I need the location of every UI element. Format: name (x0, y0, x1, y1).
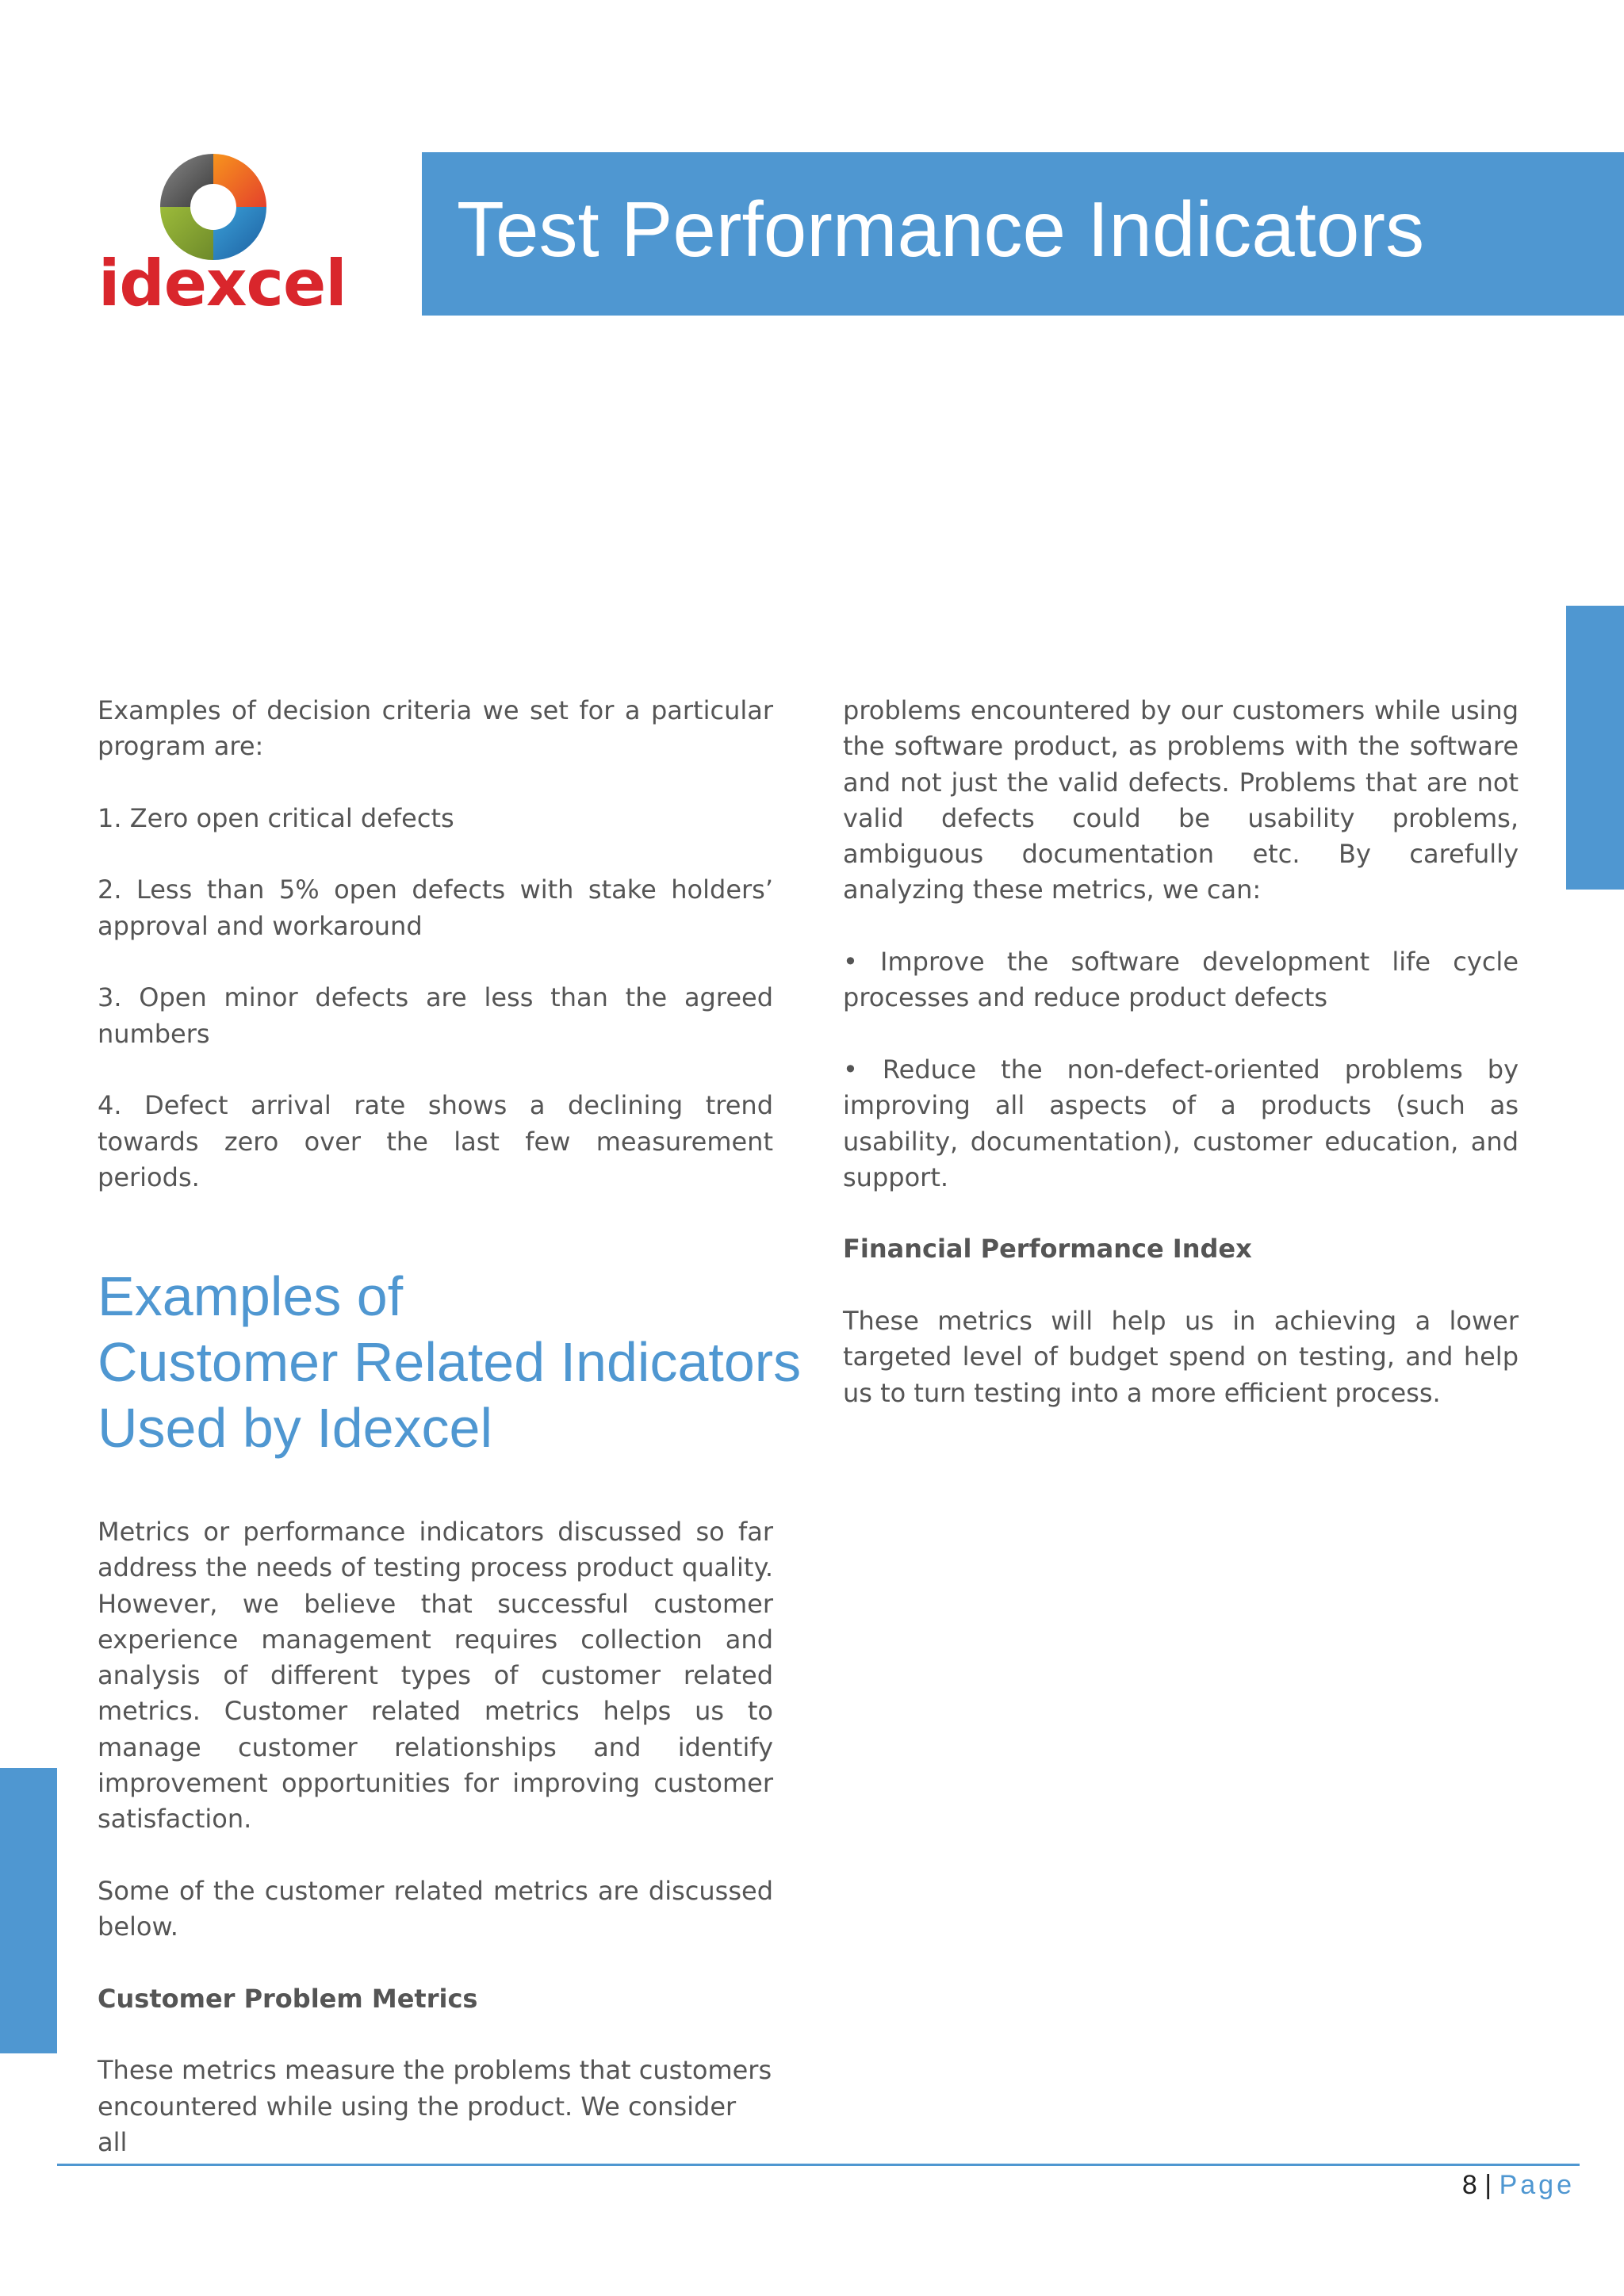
footer-rule (57, 2164, 1580, 2166)
intro-paragraph: Examples of decision criteria we set for a particular program are: (98, 695, 773, 762)
left-column-lower (98, 1514, 773, 2160)
section-heading (98, 1264, 811, 1461)
left-column (98, 693, 773, 1196)
section-heading-line: Examples of (98, 1265, 404, 1327)
page-label: Page (1499, 2170, 1575, 2200)
criteria-item: 3. Open minor defects are less than the agreed numbers (98, 982, 773, 1049)
subheading: Customer Problem Metrics (98, 1983, 478, 2014)
decorative-side-bar-right (1566, 606, 1624, 890)
section-heading-line: Used by Idexcel (98, 1397, 493, 1459)
subheading: Financial Performance Index (843, 1234, 1252, 1265)
criteria-item: 4. Defect arrival rate shows a declining trend towards zero over the last few measurement periods. (98, 1090, 773, 1192)
decorative-side-bar-left (0, 1768, 57, 2053)
logo-text: idexcel (98, 247, 347, 320)
body-paragraph: problems encountered by our customers while using the software product, as problems with the software and not just the valid defects. Problems that are not valid defects could be usability problems, ambiguous documentation etc. By carefully analyzing these metrics, we can: (843, 695, 1519, 905)
body-paragraph: Metrics or performance indicators discussed so far address the needs of testing process product quality. However, we believe that successful customer experience management requires collection and analysis of different types of customer related metrics. Customer related metrics helps us to manage customer relationships and identify improvement opportunities for improving customer satisfaction. (98, 1517, 773, 1835)
section-heading-line: Customer Related Indicators (98, 1331, 802, 1393)
bullet-item: • Improve the software development life cycle processes and reduce product defects (843, 947, 1519, 1013)
body-paragraph: Some of the customer related metrics are discussed below. (98, 1875, 773, 1942)
page-number: 8 (1461, 2170, 1477, 2200)
body-paragraph: These metrics will help us in achieving a lower targeted level of budget spend on testing, and help us to turn testing into a more efficient process. (843, 1306, 1519, 1408)
right-column (843, 693, 1519, 1411)
criteria-item: 1. Zero open critical defects (98, 802, 454, 833)
bullet-item: • Reduce the non-defect-oriented problems by improving all aspects of a products (such as usability, documentation), customer education, and support. (843, 1054, 1519, 1192)
page-footer (1462, 2169, 1575, 2201)
title-banner (422, 152, 1624, 316)
body-paragraph: These metrics measure the problems that customers encountered while using the product. We consider all (98, 2055, 772, 2158)
footer-separator: | (1484, 2170, 1492, 2200)
page-title: Test Performance Indicators (457, 186, 1425, 273)
criteria-item: 2. Less than 5% open defects with stake holders’ approval and workaround (98, 874, 773, 941)
idexcel-logo (98, 147, 347, 322)
